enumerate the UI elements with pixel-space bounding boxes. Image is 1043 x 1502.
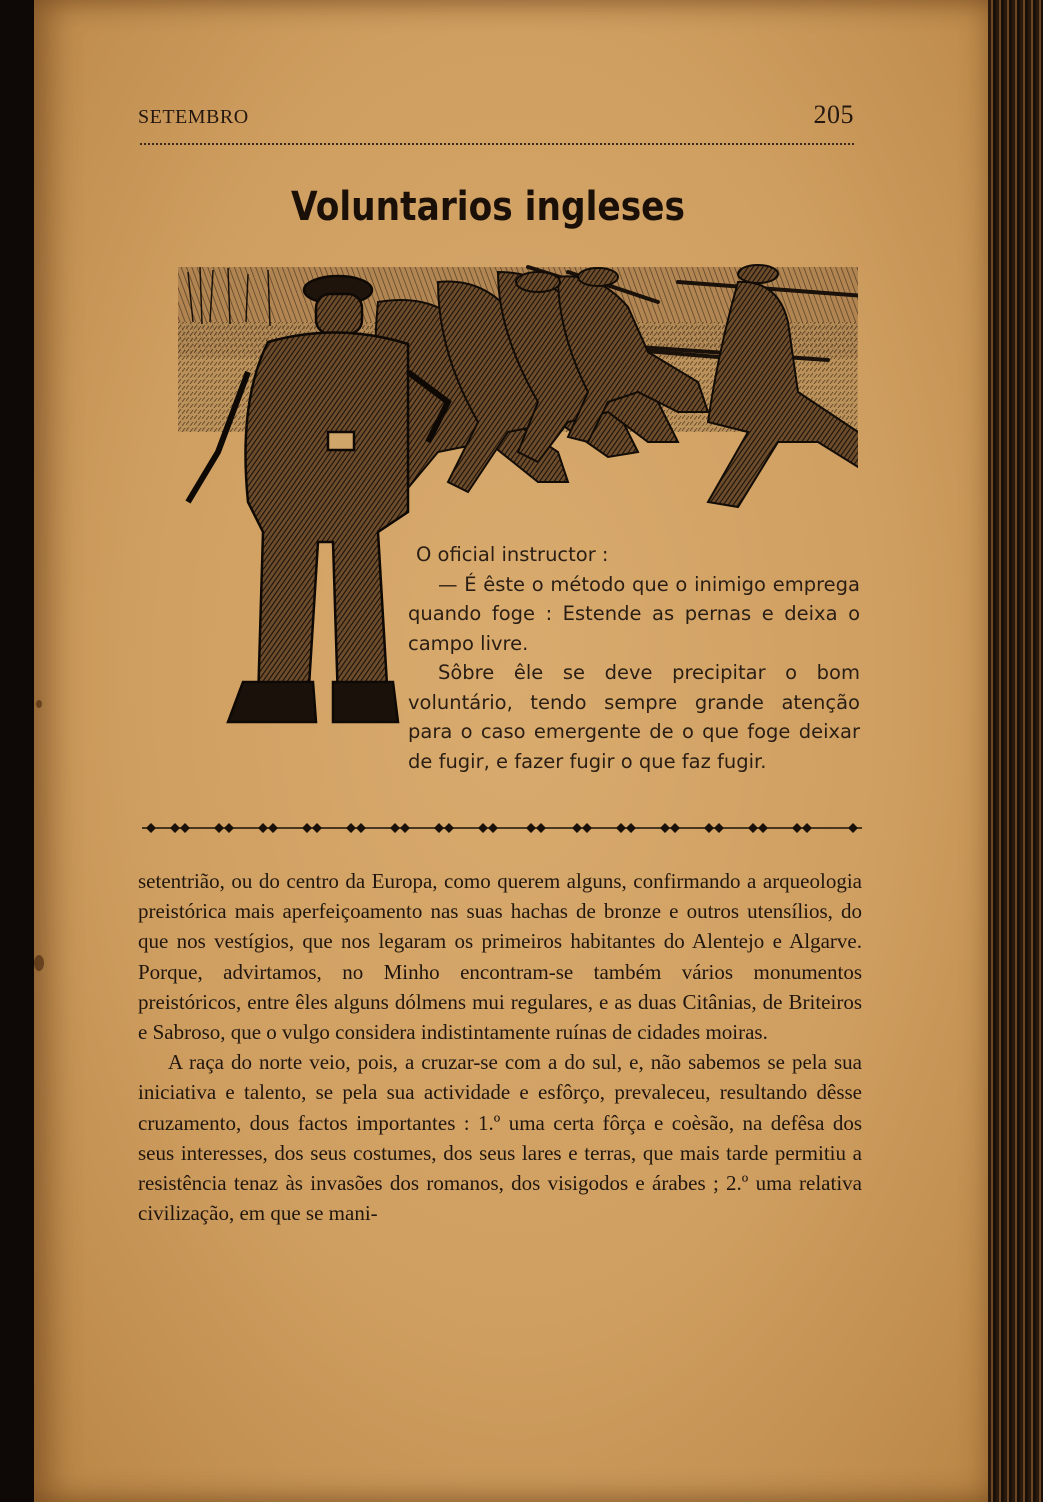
book-page xyxy=(34,0,994,1502)
ink-spot xyxy=(36,700,42,708)
page-edge xyxy=(988,0,1043,1502)
body-paragraph-1: setentrião, ou do centro da Europa, como querem alguns, confirmando a arqueologia preistórica mais aperfeiçoamento nas suas hachas de bronze e outros utensílios, do que nos vestígios, que nos legaram os primeiros habitantes do Alentejo e Algarve. Porque, advirtamos, no Minho encontram-se também vários monumentos preistóricos, entre êles alguns dólmens mui regulares, e as duas Citânias, de Briteiros e Sabroso, que o vulgo considera indistintamente ruínas de cidades moiras. xyxy=(138,869,862,1045)
body-paragraph-2: A raça do norte veio, pois, a cruzar-se com a do sul, e, não sabemos se pela sua iniciativa e talento, se pela sua actividade e esfôrço, prevaleceu, resultando dêsse cruzamento, dous factos importantes : 1.º uma certa fôrça e coèsão, na defêsa dos seus interesses, dos seus costumes, dos seus lares e terras, que mais tarde permitiu a resistência tenaz às invasões dos romanos, dos visigodos e árabes ; 2.º uma relativa civilização, em que se mani- xyxy=(138,1050,862,1226)
body-text xyxy=(138,866,862,1228)
caption-line-1: — É êste o método que o inimigo emprega quando foge : Estende as pernas e deixa o campo livre. xyxy=(408,572,860,655)
caption-line-2: Sôbre êle se deve precipitar o bom voluntário, tendo sempre grande atenção para o caso emergente de o que foge deixar de fugir, e fazer fugir o que faz fugir. xyxy=(408,661,860,773)
ink-spot xyxy=(34,955,44,971)
running-head xyxy=(138,100,854,138)
caption-speaker: O oficial instructor : xyxy=(416,543,609,566)
section-title: SETEMBRO xyxy=(138,106,249,128)
diamond-chain-ornament-icon xyxy=(142,818,862,838)
header-rule xyxy=(140,143,854,145)
page-title: Voluntarios ingleses xyxy=(291,184,685,230)
illustration-caption xyxy=(408,540,860,776)
page-number: 205 xyxy=(813,100,854,129)
